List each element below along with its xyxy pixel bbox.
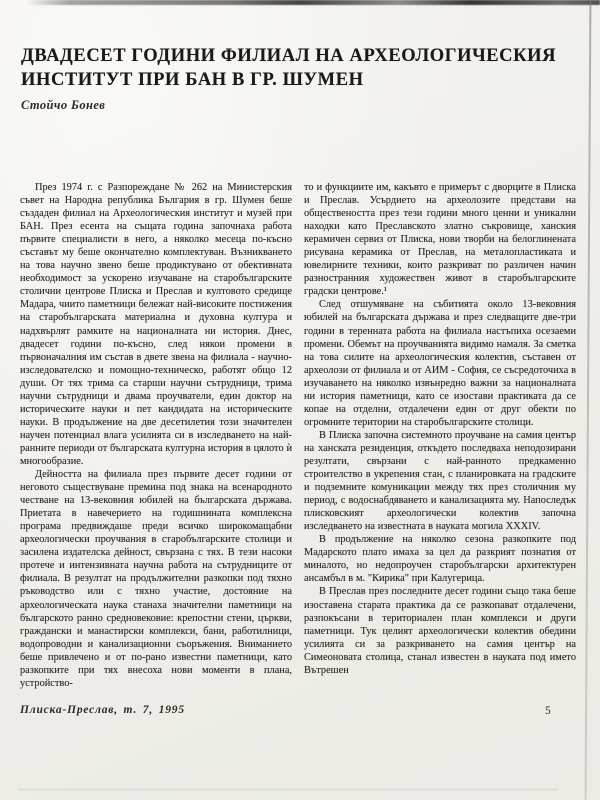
article-title-line2: ИНСТИТУТ ПРИ БАН В ГР. ШУМЕН <box>21 70 364 91</box>
page-footer <box>20 704 576 720</box>
bottom-crease-line <box>18 789 558 790</box>
paragraph: В Плиска започна системното проучване на самия център на ханската резиденция, откъдето последваха неподозирани резултати, свързани с най-ранното предкаменно строителство в укрепения стан, с планировката на градските и подземните комуникации между тях през столичния му период, с водоснабдяването и канализацията му. Напоследък плисковският археологически колектив започна изследването на известната в науката могила XXXIV. <box>304 429 576 533</box>
paragraph: Дейността на филиала през първите десет години от неговото съществуване премина под знака на всенародното честване на 13-вековния юбилей на българската държава. Приетата в навечерието на годишнината комплексна програма предвиждаше преди всичко широкомащабни археологически проучвания в старобългарските столици и засилена издателска дейност, свързана с тях. В тези насоки протече и интензивната научна работа на сътрудниците от филиала. В резултат на продължителни разкопки под тяхно ръководство или с тяхно участие, достояние на археологическата наука станаха значителни паметници на българското ранно средновековие: крепостни стени, църкви, граждански и манастирски комплекси, бани, работилници, водопроводни и канализационни съоръжения. Вниманието беше привлечено и от по-рано известни паметници, като разкопките при тях внесоха нови моменти в плана, устройство- <box>20 469 292 689</box>
page-edge-shadow <box>585 0 592 800</box>
paragraph: В Преслав през последните десет години също така беше изоставена старата практика да се разкопават отдалечени, разпокъсани в териториален план комплекси и други паметници. Тук целият археологически колектив обедини усилията си за разкриването на самия център на Симеоновата столица, станал известен в науката под името Вътрешен <box>304 586 576 676</box>
paragraph: След отшумяване на събитията около 13-вековния юбилей на българската държава и през следващите две-три години в теренната работа на филиала настъпиха осезаеми промени. Обемът на проучванията видимо намаля. За сметка на това силите на археологическия колектив, съставен от археолози от филиала и от АИМ - София, се съсредоточиха в изучаването на няколко извънредно важни за националната ни история паметници, като се изостави практиката да се копае на отделни, отдалечени един от друг обекти по огромните територии на старобългарските столици. <box>304 299 576 428</box>
scanner-edge-artifact <box>0 0 600 5</box>
article-title <box>21 44 581 92</box>
article-body <box>20 181 576 690</box>
author-name: Стойчо Бонев <box>21 98 106 112</box>
paragraph: През 1974 г. с Разпореждане № 262 на Министерския съвет на Народна република България в гр. Шумен беше създаден филиал на Археологическия институт и музей при БАН. През есента на същата година започнаха работа първите специалисти в него, а няколко месеца по-късно съставът му беше окончателно комплектуван. Възникването на това научно звено беше продиктувано от обективната необходимост за ускорено изучаване на старобългарските столични центрове Плиска и Преслав и култовото средище Мадара, чиито паметници бележат най-високите постижения на старобългарската материална и духовна култура и надхвърлят рамките на националната ни история. Днес, двадесет години по-късно, след някои промени в първоначалния им състав в двете звена на филиала - научно-изследователско и помощно-техническо, работят общо 12 души. От тях трима са старши научни сътрудници, трима научни сътрудници и двама проучватели, един доктор на историческите науки и пет кандидата на историческите науки. В продължение на две десетилетия този значителен научен потенциал влага усилията си в изследването на най-ранните периоди от българската културна история в цялото ѝ многообразие. <box>20 182 292 467</box>
body-column-left <box>20 181 292 690</box>
paragraph: В продължение на няколко сезона разкопките под Мадарското плато имаха за цел да разкрият познатия от миналото, но недопроучен старобългарски архитектурен ансамбъл в м. "Кирика" при Калугерица. <box>304 534 576 585</box>
article-title-line1: ДВАДЕСЕТ ГОДИНИ ФИЛИАЛ НА АРХЕОЛОГИЧЕСКИЯ <box>21 46 557 66</box>
paragraph-continuation: то и функциите им, какъвто е примерът с дворците в Плиска и Преслав. Усърдието на археолозите представи на обществеността през тези години много ценни и уникални находки като Преславското златно съкровище, ханския керамичен сервиз от Плиска, нови творби на белоглинената рисувана керамика от Преслав, на металопластиката и ювелирните техники, които разкриват по различен начин разностранния художествен живот в старобългарските градски центрове.¹ <box>304 182 576 298</box>
footer-journal-label: Плиска-Преслав, т. 7, 1995 <box>20 704 185 716</box>
body-column-right <box>304 181 576 690</box>
page-number: 5 <box>545 705 551 717</box>
